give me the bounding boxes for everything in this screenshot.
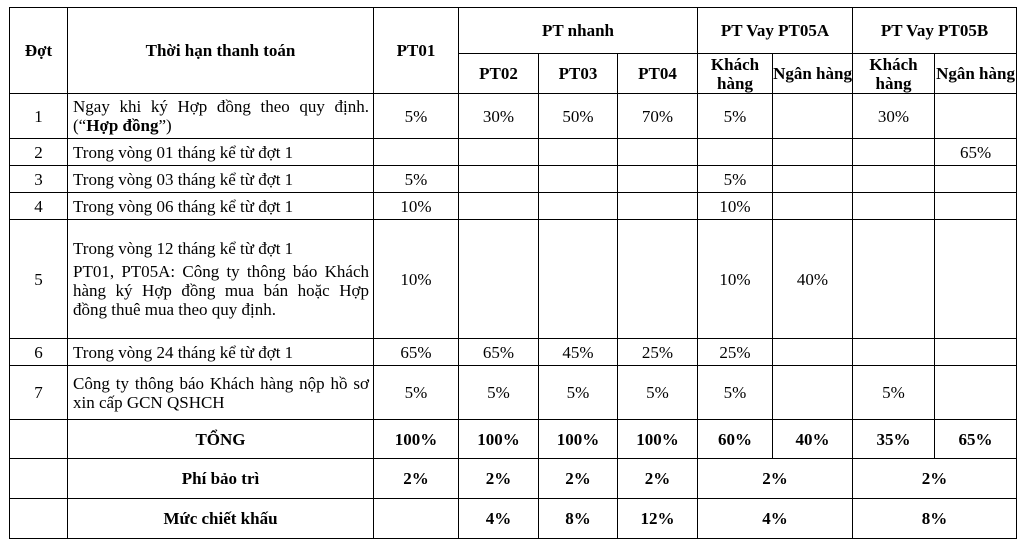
pt05b-ngan-hang-cell (935, 193, 1017, 220)
pt04-cell (618, 193, 698, 220)
total-pt05a-khach-hang: 60% (698, 420, 773, 459)
pt05a-ngan-hang-cell: 40% (773, 220, 853, 339)
total-row (10, 420, 1017, 459)
header-pt-nhanh: PT nhanh (459, 8, 698, 54)
pt04-cell (618, 139, 698, 166)
total-pt05b-ngan-hang: 65% (935, 420, 1017, 459)
table-row (10, 366, 1017, 420)
pt05b-khach-hang-cell (853, 139, 935, 166)
header-pt02: PT02 (459, 54, 539, 94)
discount-pt03: 8% (539, 499, 618, 539)
pt01-cell: 10% (374, 193, 459, 220)
term-cell: Trong vòng 01 tháng kể từ đợt 1 (68, 139, 374, 166)
pt01-cell: 5% (374, 366, 459, 420)
table-row (10, 193, 1017, 220)
pt02-cell: 65% (459, 339, 539, 366)
pt05a-ngan-hang-cell (773, 139, 853, 166)
dot-cell: 6 (10, 339, 68, 366)
term-cell: Trong vòng 06 tháng kể từ đợt 1 (68, 193, 374, 220)
pt01-cell: 65% (374, 339, 459, 366)
pt01-cell: 5% (374, 166, 459, 193)
maintenance-pt02: 2% (459, 459, 539, 499)
dot-cell: 2 (10, 139, 68, 166)
pt02-cell: 30% (459, 94, 539, 139)
header-pt05a: PT Vay PT05A (698, 8, 853, 54)
pt04-cell: 25% (618, 339, 698, 366)
total-label: TỔNG (68, 420, 374, 459)
pt05a-ngan-hang-cell (773, 94, 853, 139)
total-pt01: 100% (374, 420, 459, 459)
discount-pt05b: 8% (853, 499, 1017, 539)
discount-pt04: 12% (618, 499, 698, 539)
dot-cell: 1 (10, 94, 68, 139)
pt05a-ngan-hang-cell (773, 193, 853, 220)
pt05b-khach-hang-cell: 5% (853, 366, 935, 420)
term-cell (68, 220, 374, 339)
pt01-cell: 5% (374, 94, 459, 139)
pt03-cell (539, 193, 618, 220)
pt02-cell (459, 220, 539, 339)
pt05b-ngan-hang-cell: 65% (935, 139, 1017, 166)
maintenance-pt05a: 2% (698, 459, 853, 499)
pt05a-ngan-hang-cell (773, 339, 853, 366)
pt05b-khach-hang-cell (853, 193, 935, 220)
maintenance-pt03: 2% (539, 459, 618, 499)
pt05b-khach-hang-cell (853, 166, 935, 193)
term-bold-text: Hợp đồng (86, 116, 159, 135)
pt03-cell: 45% (539, 339, 618, 366)
dot-cell: 3 (10, 166, 68, 193)
pt05b-ngan-hang-cell (935, 220, 1017, 339)
pt05a-ngan-hang-cell (773, 166, 853, 193)
pt05a-khach-hang-cell: 5% (698, 366, 773, 420)
header-pt05b-khach-hang: Khách hàng (853, 54, 935, 94)
term-text-end: ”) (158, 116, 172, 135)
term-cell (68, 94, 374, 139)
total-pt03: 100% (539, 420, 618, 459)
maintenance-label: Phí bảo trì (68, 459, 374, 499)
pt05b-khach-hang-cell (853, 220, 935, 339)
dot-cell (10, 420, 68, 459)
pt03-cell (539, 139, 618, 166)
pt03-cell: 5% (539, 366, 618, 420)
table-row (10, 166, 1017, 193)
total-pt05a-ngan-hang: 40% (773, 420, 853, 459)
table-row (10, 220, 1017, 339)
dot-cell (10, 459, 68, 499)
header-dot: Đợt (10, 8, 68, 94)
pt05b-khach-hang-cell (853, 339, 935, 366)
table-row (10, 94, 1017, 139)
pt03-cell (539, 166, 618, 193)
table-row (10, 139, 1017, 166)
header-pt05b-ngan-hang: Ngân hàng (935, 54, 1017, 94)
pt02-cell: 5% (459, 366, 539, 420)
pt05a-khach-hang-cell: 5% (698, 166, 773, 193)
header-pt03: PT03 (539, 54, 618, 94)
pt02-cell (459, 193, 539, 220)
header-pt01: PT01 (374, 8, 459, 94)
header-pt05a-ngan-hang: Ngân hàng (773, 54, 853, 94)
term-cell: Trong vòng 24 tháng kể từ đợt 1 (68, 339, 374, 366)
dot-cell: 5 (10, 220, 68, 339)
header-term: Thời hạn thanh toán (68, 8, 374, 94)
maintenance-row (10, 459, 1017, 499)
dot-cell (10, 499, 68, 539)
pt05a-khach-hang-cell (698, 139, 773, 166)
header-pt05b: PT Vay PT05B (853, 8, 1017, 54)
term-line-1: Trong vòng 12 tháng kể từ đợt 1 (73, 239, 294, 258)
table-row (10, 339, 1017, 366)
header-pt04: PT04 (618, 54, 698, 94)
term-text: Ngay khi ký Hợp đồng theo quy định. (“ (73, 97, 369, 135)
discount-pt05a: 4% (698, 499, 853, 539)
term-cell: Trong vòng 03 tháng kể từ đợt 1 (68, 166, 374, 193)
pt05b-ngan-hang-cell (935, 339, 1017, 366)
pt05b-ngan-hang-cell (935, 366, 1017, 420)
pt05b-ngan-hang-cell (935, 94, 1017, 139)
pt03-cell: 50% (539, 94, 618, 139)
payment-table (9, 7, 1017, 539)
discount-row (10, 499, 1017, 539)
maintenance-pt01: 2% (374, 459, 459, 499)
pt05a-khach-hang-cell: 25% (698, 339, 773, 366)
dot-cell: 7 (10, 366, 68, 420)
discount-label: Mức chiết khấu (68, 499, 374, 539)
pt05a-khach-hang-cell: 10% (698, 220, 773, 339)
maintenance-pt04: 2% (618, 459, 698, 499)
pt05a-khach-hang-cell: 10% (698, 193, 773, 220)
pt05a-ngan-hang-cell (773, 366, 853, 420)
dot-cell: 4 (10, 193, 68, 220)
term-cell: Công ty thông báo Khách hàng nộp hồ sơ xin cấp GCN QSHCH (68, 366, 374, 420)
pt02-cell (459, 166, 539, 193)
pt05b-ngan-hang-cell (935, 166, 1017, 193)
header-row-1 (10, 8, 1017, 54)
pt04-cell (618, 220, 698, 339)
total-pt04: 100% (618, 420, 698, 459)
pt04-cell (618, 166, 698, 193)
total-pt05b-khach-hang: 35% (853, 420, 935, 459)
term-line-2: PT01, PT05A: Công ty thông báo Khách hàng ký Hợp đồng mua bán hoặc Hợp đồng thuê mua theo quy định. (73, 262, 369, 319)
pt05a-khach-hang-cell: 5% (698, 94, 773, 139)
maintenance-pt05b: 2% (853, 459, 1017, 499)
pt05b-khach-hang-cell: 30% (853, 94, 935, 139)
pt04-cell: 5% (618, 366, 698, 420)
pt01-cell (374, 139, 459, 166)
pt01-cell: 10% (374, 220, 459, 339)
pt04-cell: 70% (618, 94, 698, 139)
discount-pt02: 4% (459, 499, 539, 539)
pt02-cell (459, 139, 539, 166)
total-pt02: 100% (459, 420, 539, 459)
payment-schedule (9, 7, 1017, 539)
pt03-cell (539, 220, 618, 339)
discount-pt01 (374, 499, 459, 539)
header-pt05a-khach-hang: Khách hàng (698, 54, 773, 94)
